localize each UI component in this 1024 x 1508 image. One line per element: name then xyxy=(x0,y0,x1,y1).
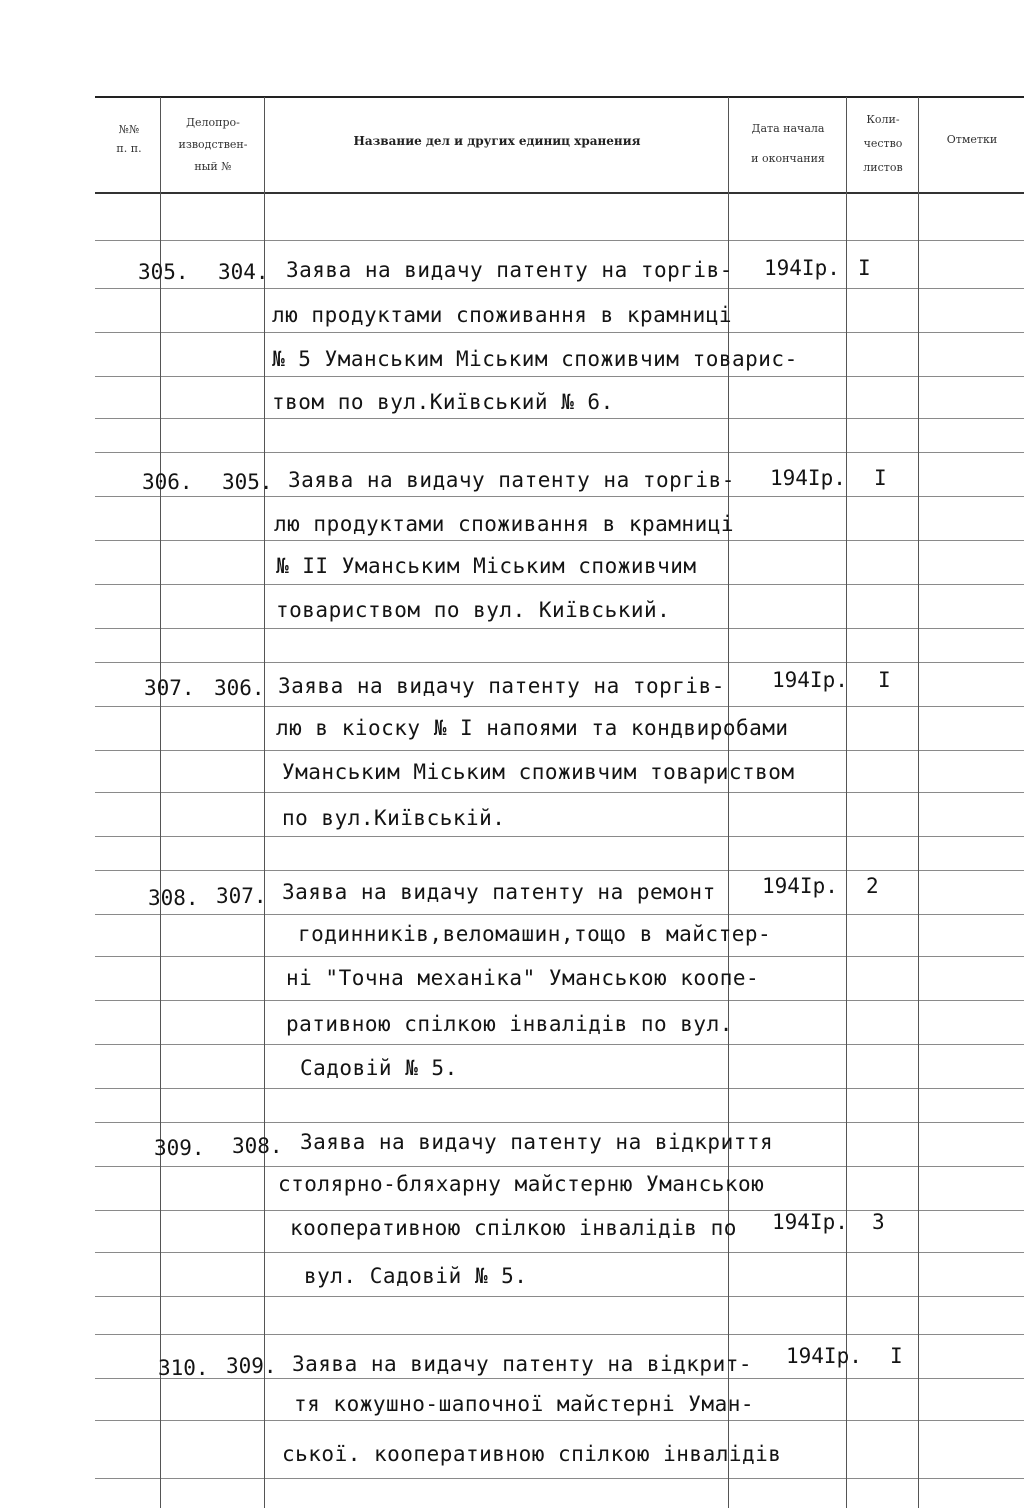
record-title-line: тя кожушно-шапочної майстерні Уман- xyxy=(294,1392,755,1416)
ruled-line xyxy=(95,1334,1024,1335)
ruled-line xyxy=(95,1252,1024,1253)
column-divider xyxy=(918,97,919,1508)
record-case-ref: 305. xyxy=(222,470,273,494)
ruled-line xyxy=(95,628,1024,629)
record-title-line: вул. Садовій № 5. xyxy=(304,1264,528,1288)
ruled-line xyxy=(95,750,1024,751)
ruled-line xyxy=(95,1420,1024,1421)
record-case-ref: 307. xyxy=(216,884,267,908)
record-title-line: годинників,веломашин,тощо в майстер- xyxy=(298,922,772,946)
record-number: 306. xyxy=(142,470,193,494)
record-number: 307. xyxy=(144,676,195,700)
record-sheet-count: I xyxy=(874,466,887,490)
record-title-line: Заява на видачу патенту на ремонт xyxy=(282,880,716,904)
record-title-line: Заява на видачу патенту на відкрит- xyxy=(292,1352,753,1376)
ruled-line xyxy=(95,496,1024,497)
record-title-line: Заява на видачу патенту на торгів- xyxy=(288,468,735,492)
header-number: №№ п. п. xyxy=(116,123,142,155)
record-title-line: по вул.Київській. xyxy=(282,806,506,830)
header-title: Название дел и других единиц хранения xyxy=(353,134,641,148)
column-divider xyxy=(160,97,161,1508)
ruled-line xyxy=(95,1296,1024,1297)
column-divider xyxy=(846,97,847,1508)
record-sheet-count: 2 xyxy=(866,874,879,898)
record-title-line: лю продуктами споживання в крамниці xyxy=(274,512,735,536)
record-date: 194Iр. xyxy=(764,256,840,280)
record-sheet-count: I xyxy=(858,256,871,280)
record-title-line: товариством по вул. Київський. xyxy=(276,598,671,622)
record-date: 194Iр. xyxy=(762,874,838,898)
ruled-line xyxy=(95,288,1024,289)
ruled-line xyxy=(95,662,1024,663)
header-remarks: Отметки xyxy=(946,133,998,146)
ruled-line xyxy=(95,540,1024,541)
ruled-line xyxy=(95,1088,1024,1089)
ruled-line xyxy=(95,1122,1024,1123)
record-title-line: лю в кіоску № I напоями та кондвиробами xyxy=(276,716,789,740)
record-title-line: твом по вул.Київський № 6. xyxy=(272,390,614,414)
ruled-line xyxy=(95,870,1024,871)
ruled-line xyxy=(95,1044,1024,1045)
header-sheet-count: Коли- чество листов xyxy=(863,113,903,174)
record-title-line: ської. кооперативною спілкою інвалідів xyxy=(282,1442,782,1466)
record-date: 194Iр. xyxy=(770,466,846,490)
record-sheet-count: 3 xyxy=(872,1210,885,1234)
record-title-line: ні "Точна механіка" Уманською коопе- xyxy=(286,966,760,990)
record-number: 309. xyxy=(154,1136,205,1160)
ruled-line xyxy=(95,418,1024,419)
table-top-rule xyxy=(95,96,1024,98)
record-title-line: № II Уманським Міським споживчим xyxy=(276,554,697,578)
record-title-line: столярно-бляхарну майстерню Уманською xyxy=(278,1172,765,1196)
record-case-ref: 309. xyxy=(226,1354,277,1378)
ruled-line xyxy=(95,792,1024,793)
ruled-line xyxy=(95,836,1024,837)
record-sheet-count: I xyxy=(878,668,891,692)
record-title-line: Заява на видачу патенту на відкриття xyxy=(300,1130,774,1154)
record-title-line: № 5 Уманським Міським споживчим товарис- xyxy=(272,347,798,371)
ruled-line xyxy=(95,376,1024,377)
record-title-line: Уманським Міським споживчим товариством xyxy=(282,760,795,784)
record-case-ref: 304. xyxy=(218,260,269,284)
header-case-ref: Делопро- изводствен- ный № xyxy=(178,116,248,173)
ruled-line xyxy=(95,452,1024,453)
record-date: 194Iр. xyxy=(772,1210,848,1234)
record-title-line: Заява на видачу патенту на торгів- xyxy=(278,674,725,698)
record-number: 308. xyxy=(148,886,199,910)
record-title-line: лю продуктами споживання в крамниці xyxy=(272,303,733,327)
record-date: 194Iр. xyxy=(772,668,848,692)
ruled-line xyxy=(95,914,1024,915)
record-case-ref: 308. xyxy=(232,1134,283,1158)
ruled-line xyxy=(95,706,1024,707)
ruled-line xyxy=(95,1000,1024,1001)
column-divider xyxy=(264,97,265,1508)
record-title-line: Заява на видачу патенту на торгів- xyxy=(286,258,733,282)
ruled-line xyxy=(95,584,1024,585)
record-number: 310. xyxy=(158,1356,209,1380)
record-title-line: ративною спілкою інвалідів по вул. xyxy=(286,1012,733,1036)
table-header-rule xyxy=(95,192,1024,194)
record-number: 305. xyxy=(138,260,189,284)
ruled-line xyxy=(95,956,1024,957)
record-title-line: Садовій № 5. xyxy=(300,1056,458,1080)
ruled-line xyxy=(95,1478,1024,1479)
record-date: 194Iр. xyxy=(786,1344,862,1368)
ruled-line xyxy=(95,332,1024,333)
ruled-line xyxy=(95,240,1024,241)
ruled-line xyxy=(95,1166,1024,1167)
header-dates: Дата начала и окончания xyxy=(751,122,825,165)
ruled-line xyxy=(95,1378,1024,1379)
record-case-ref: 306. xyxy=(214,676,265,700)
record-title-line: кооперативною спілкою інвалідів по xyxy=(290,1216,737,1240)
record-sheet-count: I xyxy=(890,1344,903,1368)
